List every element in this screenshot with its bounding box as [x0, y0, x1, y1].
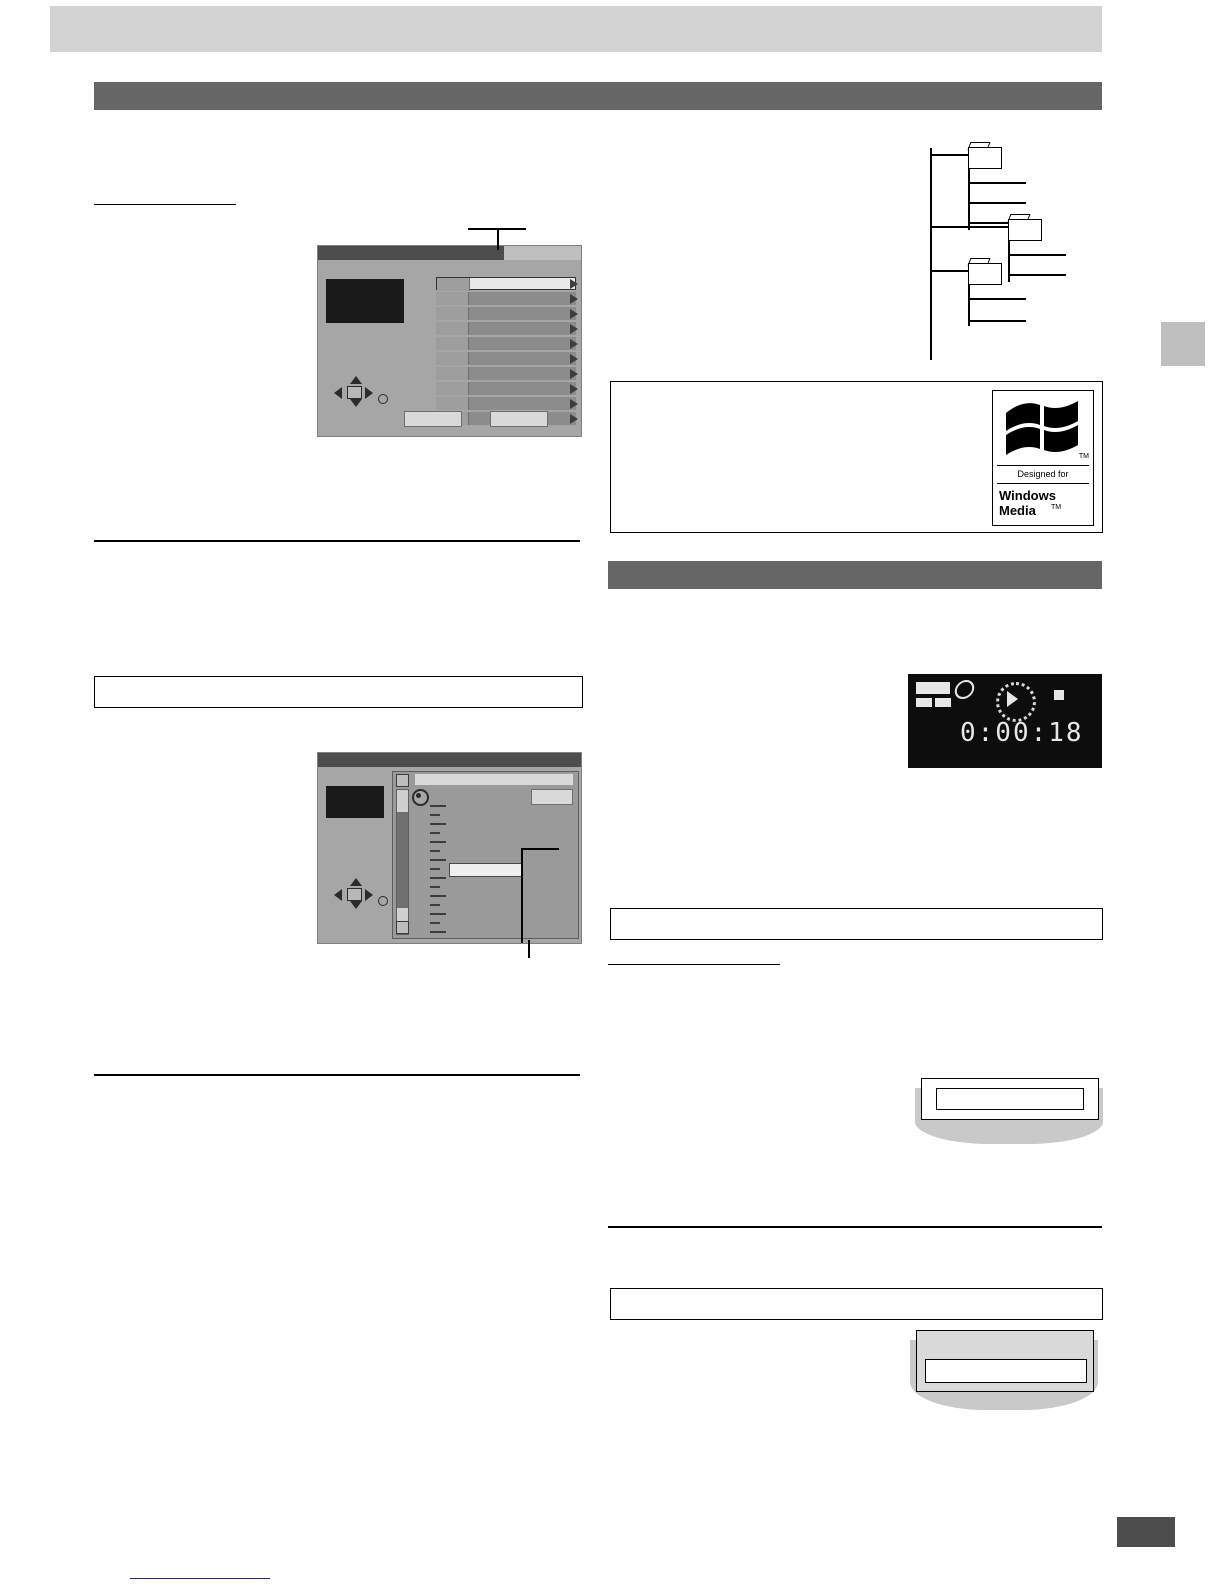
dpad-center-icon	[347, 888, 362, 901]
folder-icon	[1008, 214, 1042, 240]
chevron-right-icon	[570, 354, 578, 364]
dpad-right-icon	[365, 387, 373, 399]
note-box-3	[610, 1288, 1103, 1320]
osd-list-row[interactable]	[436, 322, 576, 335]
osd-button-left[interactable]	[404, 411, 462, 427]
chevron-right-icon	[570, 414, 578, 424]
windows-media-note-box	[610, 381, 1103, 533]
folder-icon	[968, 142, 1002, 168]
osd-title-bar-2	[318, 753, 581, 767]
osd-row-key	[436, 337, 469, 350]
chevron-right-icon	[570, 309, 578, 319]
osd-list-row[interactable]	[436, 397, 576, 410]
display-indicator-2	[916, 698, 932, 707]
chevron-right-icon	[570, 339, 578, 349]
file-line	[970, 182, 1026, 184]
osd-list-row[interactable]	[436, 292, 576, 305]
remote-callout-2	[910, 1330, 1098, 1410]
tree-branch	[930, 226, 1008, 228]
tree-trunk	[930, 148, 932, 360]
designed-for-label: Designed for	[1017, 469, 1069, 479]
file-line	[1010, 274, 1066, 276]
folder-icon	[968, 258, 1002, 284]
osd-list-row-selected[interactable]	[436, 277, 576, 290]
section-divider-3	[608, 1226, 1102, 1228]
chevron-right-icon	[570, 399, 578, 409]
dpad-up-icon	[350, 878, 362, 886]
osd-scroll-thumb[interactable]	[397, 812, 408, 908]
note-box-1	[94, 676, 583, 708]
note-box-2	[610, 908, 1103, 940]
osd-list-row[interactable]	[436, 307, 576, 320]
callout-leader-1	[497, 228, 499, 250]
file-line	[970, 320, 1026, 322]
footer-link[interactable]	[130, 1568, 270, 1579]
section-title-bar-2	[608, 561, 1102, 589]
osd-button-right[interactable]	[490, 411, 548, 427]
windows-media-logo	[992, 390, 1094, 526]
trademark-flag-label: TM	[1078, 453, 1089, 460]
chevron-right-icon	[570, 369, 578, 379]
osd-row-key	[437, 278, 470, 291]
osd-row-key	[436, 292, 469, 305]
dpad-left-icon	[334, 889, 342, 901]
callout-leader-2-top	[521, 848, 559, 850]
osd-panel-header	[415, 774, 573, 785]
tree-branch	[930, 270, 968, 272]
dpad-left-icon	[334, 387, 342, 399]
display-indicator-1	[916, 682, 950, 694]
chevron-right-icon	[570, 324, 578, 334]
remote-callout-1	[915, 1078, 1103, 1144]
dpad-right-icon	[365, 889, 373, 901]
remote-button-2[interactable]	[925, 1359, 1087, 1383]
osd-thumbnail-2	[326, 786, 384, 818]
osd-list-row[interactable]	[436, 382, 576, 395]
page-header-band	[50, 6, 1102, 52]
callout-leader-2-bottom	[528, 940, 530, 958]
dpad-up-icon	[350, 376, 362, 384]
display-indicator-3	[935, 698, 951, 707]
play-icon	[1007, 691, 1018, 707]
osd-row-key	[436, 352, 469, 365]
tree-branch	[1008, 240, 1010, 282]
panel-marker-top	[396, 774, 409, 787]
enter-circle-icon	[378, 394, 388, 404]
dpad-down-icon	[350, 901, 362, 909]
logo-divider-top	[997, 465, 1089, 466]
tree-branch	[930, 154, 968, 156]
chevron-right-icon	[570, 294, 578, 304]
enter-circle-icon	[378, 896, 388, 906]
page-number-tab	[1117, 1517, 1175, 1547]
callout-leader-2	[521, 848, 523, 943]
chevron-right-icon	[570, 384, 578, 394]
dpad-center-icon	[347, 386, 362, 399]
windows-label: Windows	[999, 488, 1056, 503]
osd-thumbnail	[326, 279, 404, 323]
osd-list-row[interactable]	[436, 352, 576, 365]
osd-scrollbar[interactable]	[396, 789, 409, 935]
chevron-right-icon	[570, 279, 578, 289]
osd-list-row[interactable]	[436, 337, 576, 350]
subheading-2	[608, 950, 780, 965]
stop-icon	[1054, 690, 1064, 700]
tree-branch	[968, 168, 970, 230]
file-line	[970, 298, 1026, 300]
side-index-tab	[1161, 322, 1205, 366]
folder-tree-diagram	[920, 140, 1100, 360]
trademark-media-label: TM	[1051, 504, 1062, 511]
section-title-bar-1	[94, 82, 1102, 110]
section-divider-2	[94, 1074, 580, 1076]
logo-divider-bottom	[997, 483, 1089, 484]
subheading-1	[94, 190, 236, 205]
front-panel-display	[908, 674, 1102, 768]
media-label: Media	[999, 503, 1036, 518]
dpad-icon	[334, 376, 374, 408]
windows-flag-icon	[1004, 399, 1082, 459]
osd-screen-menu	[317, 245, 582, 437]
disc-icon	[953, 680, 976, 699]
osd-row-key	[436, 307, 469, 320]
section-divider-1	[94, 540, 580, 542]
osd-row-key	[436, 367, 469, 380]
file-line	[1010, 254, 1066, 256]
time-display: 0:00:18	[960, 718, 1084, 748]
remote-face	[916, 1330, 1094, 1392]
record-icon	[412, 789, 429, 806]
osd-row-key	[436, 382, 469, 395]
osd-row-key	[436, 322, 469, 335]
osd-title-bar-right	[504, 246, 581, 260]
remote-face	[921, 1078, 1099, 1120]
callout-leader-1-top	[468, 228, 526, 230]
osd-row-key	[436, 397, 469, 410]
osd-button-2[interactable]	[531, 789, 573, 805]
osd-list-row[interactable]	[436, 367, 576, 380]
panel-marker-bottom	[396, 921, 409, 934]
file-line	[970, 202, 1026, 204]
dpad-down-icon	[350, 399, 362, 407]
dpad-icon-2	[334, 878, 374, 910]
remote-button-1[interactable]	[936, 1088, 1084, 1110]
level-indicator[interactable]	[449, 863, 523, 877]
